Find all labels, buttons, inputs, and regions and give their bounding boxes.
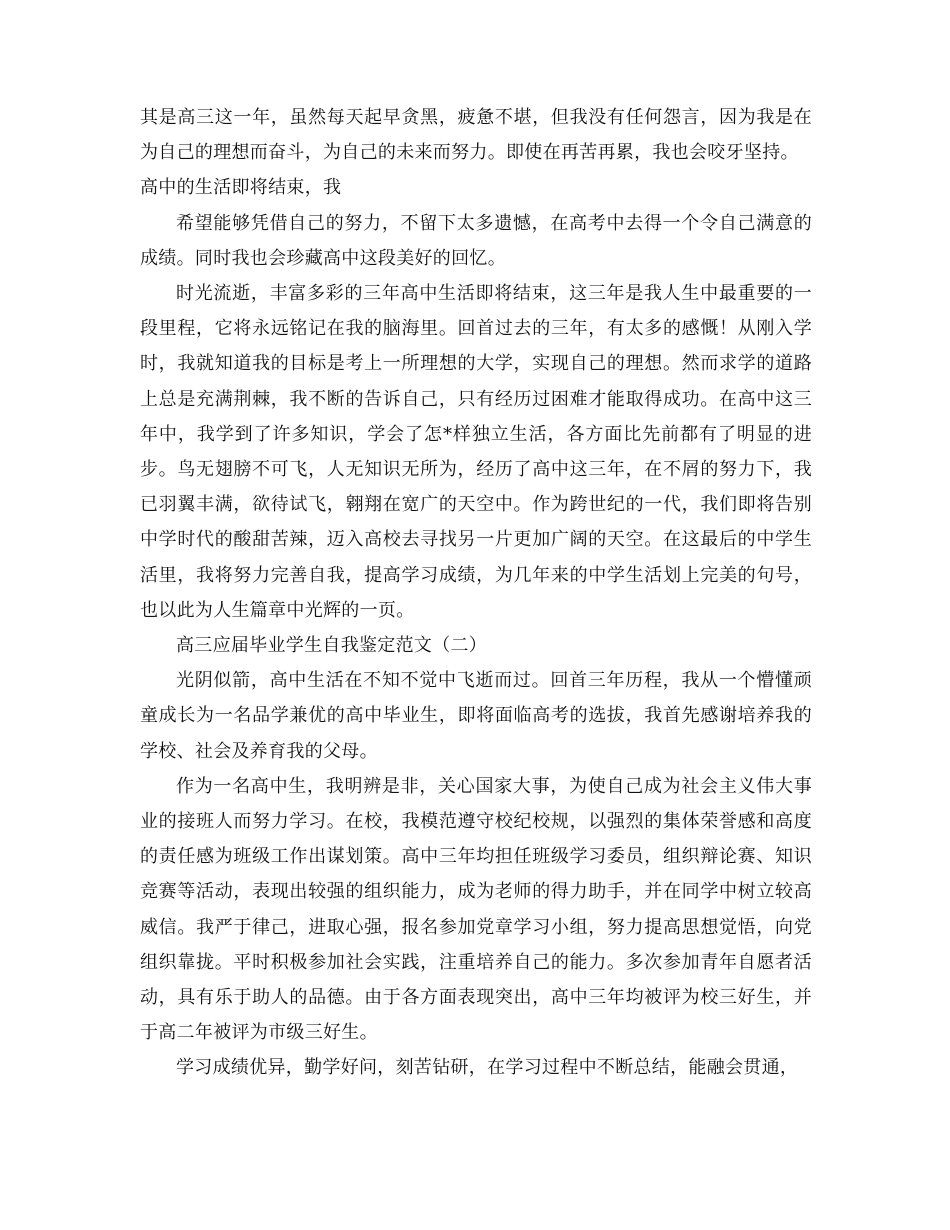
paragraph-3: 希望能够凭借自己的努力，不留下太多遗憾，在高考中去得一个令自己满意的成绩。同时我也会珍藏高中这段美好的回忆。 bbox=[140, 212, 812, 269]
paragraph-1: 其是高三这一年，虽然每天起早贪黑，疲惫不堪，但我没有任何怨言，因为我是在为自己的理想而奋斗，为自己的未来而努力。即使在再苦再累，我也会咬牙坚持。 bbox=[140, 107, 812, 164]
paragraph-5: 光阴似箭，高中生活在不知不觉中飞逝而过。回首三年历程，我从一个懵懂顽童成长为一名品学兼优的高中毕业生，即将面临高考的选拔，我首先感谢培养我的学校、社会及养育我的父母。 bbox=[140, 670, 812, 762]
paragraph-4: 时光流逝，丰富多彩的三年高中生活即将结束，这三年是我人生中最重要的一段里程，它将永远铭记在我的脑海里。回首过去的三年，有太多的感慨！从刚入学时，我就知道我的目标是考上一所理想的大学，实现自己的理想。然而求学的道路上总是充满荆棘，我不断的告诉自己，只有经历过困难才能取得成功。在高中这三年中，我学到了许多知识，学会了怎*样独立生活，各方面比先前都有了明显的进步。鸟无翅膀不可飞，人无知识无所为，经历了高中这三年，在不屑的努力下，我已羽翼丰满，欲待试飞，翱翔在宽广的天空中。作为跨世纪的一代，我们即将告别中学时代的酸甜苦辣，迈入高校去寻找另一片更加广阔的天空。在这最后的中学生活里，我将努力完善自我，提高学习成绩，为几年来的中学生活划上完美的句号，也以此为人生篇章中光辉的一页。 bbox=[140, 283, 812, 621]
paragraph-2: 高中的生活即将结束，我 bbox=[140, 177, 342, 199]
paragraph-6: 作为一名高中生，我明辨是非，关心国家大事，为使自己成为社会主义伟大事业的接班人而努力学习。在校，我模范遵守校纪校规，以强烈的集体荣誉感和高度的责任感为班级工作出谋划策。高中三年均担任班级学习委员，组织辩论赛、知识竞赛等活动，表现出较强的组织能力，成为老师的得力助手，并在同学中树立较高威信。我严于律己，进取心强，报名参加党章学习小组，努力提高思想觉悟，向党组织靠拢。平时积极参加社会实践，注重培养自己的能力。多次参加青年自愿者活动，具有乐于助人的品德。由于各方面表现突出，高中三年均被评为校三好生，并于高二年被评为市级三好生。 bbox=[140, 775, 812, 1044]
paragraph-7: 学习成绩优异，勤学好问，刻苦钻研，在学习过程中不断总结，能融会贯通， bbox=[176, 1057, 799, 1079]
document-page bbox=[140, 100, 812, 1086]
section-heading: 高三应届毕业学生自我鉴定范文（二） bbox=[176, 635, 488, 657]
